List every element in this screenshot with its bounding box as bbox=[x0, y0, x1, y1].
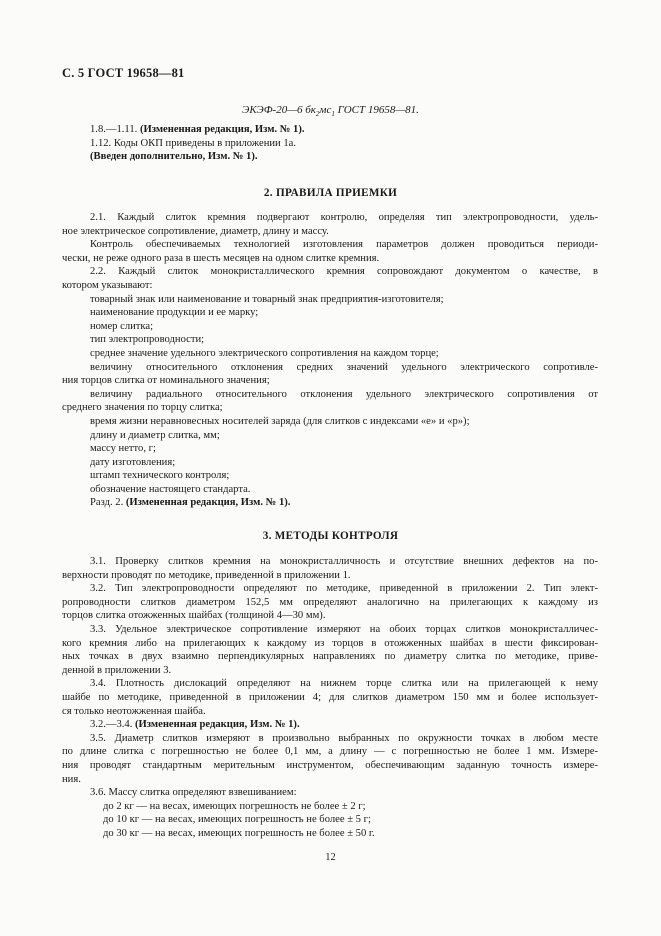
para-3-5-line4: ния. bbox=[62, 773, 81, 785]
section-3-body bbox=[62, 555, 598, 840]
para-3-4-line2: шайбе по методике, приведенной в приложении 4; для слитков диаметром 150 мм и более использует- bbox=[62, 691, 598, 703]
list-item: обозначение настоящего стандарта. bbox=[90, 483, 251, 495]
note-1-12: 1.12. Коды ОКП приведены в приложении 1а. bbox=[90, 137, 296, 149]
para-3-2-line3: торцов слитка отожженных шайбах (толщиной 4—30 мм). bbox=[62, 610, 326, 622]
list-item-cont: ния торцов слитка от номинального значения; bbox=[62, 375, 270, 387]
list-item: длину и диаметр слитка, мм; bbox=[90, 429, 220, 441]
list-item-cont: среднего значения по торцу слитка; bbox=[62, 402, 223, 414]
list-item: величину относительного отклонения средних значений удельного электрического сопротивле- bbox=[90, 361, 598, 373]
list-item: номер слитка; bbox=[90, 320, 154, 332]
section-2-body bbox=[62, 211, 598, 510]
note-1-8: 1.8.—1.11. (Измененная редакция, Изм. № 1). bbox=[90, 124, 305, 135]
page-number: 12 bbox=[325, 852, 336, 863]
note-introduced: (Введен дополнительно, Изм. № 1). bbox=[90, 151, 258, 163]
para-control-line1: Контроль обеспечиваемых технологией изготовления параметров должен проводиться периоди- bbox=[90, 239, 598, 251]
para-3-4-line1: 3.4. Плотность дислокаций определяют на нижнем торце слитка или на прилегающей к нему bbox=[90, 678, 598, 690]
weight-item: до 30 кг — на весах, имеющих погрешность не более ± 50 г. bbox=[103, 827, 375, 839]
para-3-1-line1: 3.1. Проверку слитков кремния на монокристалличность и отсутствие внешних дефектов на по- bbox=[90, 556, 598, 567]
list-item: товарный знак или наименование и товарный знак предприятия-изготовителя; bbox=[90, 293, 444, 305]
para-3-3-line3: ных точках в двух взаимно перпендикулярных направлениях по диаметру слитка по методике, приве- bbox=[62, 651, 598, 663]
document-header: С. 5 ГОСТ 19658—81 bbox=[62, 66, 185, 80]
para-3-5-line1: 3.5. Диаметр слитков измеряют в произвольно выбранных по окружности точках в любом месте bbox=[90, 732, 598, 744]
para-3-3-line2: кого кремния либо на прилегающих к каждому из торцов в отожженных шайбах в шести фиксирован- bbox=[62, 637, 598, 649]
para-3-3-line4: денной в приложении 3. bbox=[62, 664, 172, 676]
para-3-2-line2: ропроводности слитков диаметром 152,5 мм определяют аналогично на прилегающих к каждому из bbox=[62, 596, 598, 608]
list-item: тип электропроводности; bbox=[90, 334, 205, 346]
para-2-1-line1: 2.1. Каждый слиток кремния подвергают контролю, определяя тип электропроводности, удель- bbox=[90, 212, 598, 223]
para-3-1-line2: верхности проводят по методике, приведенной в приложении 1. bbox=[62, 569, 351, 581]
para-2-2-line1: 2.2. Каждый слиток монокристаллического кремния сопровождают документом о качестве, в bbox=[90, 266, 598, 278]
para-3-4-line3: ся только неотожженная шайба. bbox=[62, 705, 206, 717]
list-item: наименование продукции и ее марку; bbox=[90, 307, 259, 319]
para-3-2-3-4-amendment: 3.2.—3.4. (Измененная редакция, Изм. № 1). bbox=[90, 719, 300, 731]
section-3-title: 3. МЕТОДЫ КОНТРОЛЯ bbox=[262, 530, 399, 542]
section-2-amendment: Разд. 2. (Измененная редакция, Изм. № 1). bbox=[90, 497, 291, 509]
para-3-5-line2: по длине слитка с погрешностью не более 0,1 мм, а длину — с погрешностью не более 1 мм. Измере- bbox=[62, 746, 598, 758]
list-item: среднее значение удельного электрического сопротивления на каждом торце; bbox=[90, 347, 439, 359]
para-3-2-line1: 3.2. Тип электропроводности определяют по методике, приведенной в приложении 2. Тип элект- bbox=[90, 583, 598, 595]
para-3-6: 3.6. Массу слитка определяют взвешиванием: bbox=[90, 787, 297, 799]
para-2-2-line2: котором указывают: bbox=[62, 279, 153, 291]
list-item: время жизни неравновесных носителей заряда (для слитков с индексами «е» и «р»); bbox=[90, 415, 470, 427]
section-2-title: 2. ПРАВИЛА ПРИЕМКИ bbox=[263, 187, 398, 199]
para-control-line2: чески, не реже одного раза в шесть месяцев на одном слитке кремния. bbox=[62, 252, 380, 264]
marking-example: ЭКЭФ-20—6 $бк_2мс_1$ ГОСТ 19658—81. bbox=[242, 104, 419, 119]
para-2-1-line2: ное электрическое сопротивление, диаметр, длину и массу. bbox=[62, 225, 329, 237]
list-item: массу нетто, г; bbox=[90, 443, 156, 455]
top-notes bbox=[62, 123, 598, 164]
list-item: штамп технического контроля; bbox=[90, 470, 230, 482]
list-item: дату изготовления; bbox=[90, 456, 176, 468]
list-item: величину радиального относительного отклонения удельного электрического сопротивления от bbox=[90, 388, 598, 400]
weight-item: до 2 кг — на весах, имеющих погрешность не более ± 2 г; bbox=[103, 800, 366, 812]
para-3-3-line1: 3.3. Удельное электрическое сопротивление измеряют на обоих торцах слитков монокристалличес- bbox=[90, 623, 598, 635]
para-3-5-line3: ния проводят стандартным мерительным инструментом, обеспечивающим заданную точность измере- bbox=[62, 759, 598, 771]
weight-item: до 10 кг — на весах, имеющих погрешность не более ± 5 г; bbox=[103, 814, 371, 826]
